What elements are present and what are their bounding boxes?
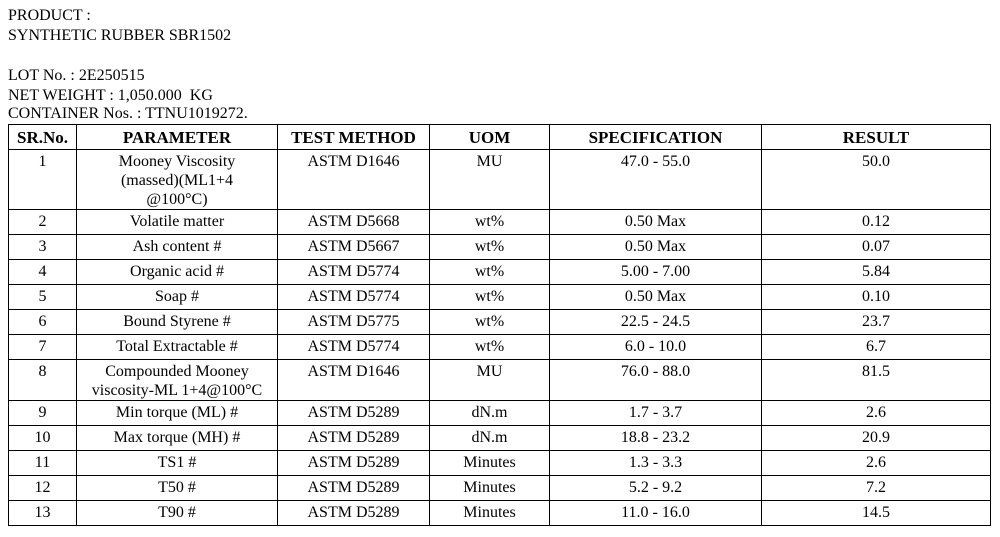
cell-sr-no: 2 — [9, 210, 77, 235]
cell-result: 2.6 — [762, 451, 991, 476]
cell-parameter — [77, 476, 278, 501]
test-results-table — [8, 124, 991, 526]
parameter-line: TS1 # — [157, 454, 197, 471]
cell-parameter — [77, 451, 278, 476]
table-header-row — [9, 125, 991, 150]
col-header-sr-no: SR.No. — [9, 125, 77, 150]
cell-result: 50.0 — [762, 150, 991, 210]
product-name: SYNTHETIC RUBBER SBR1502 — [8, 27, 232, 44]
parameter-line: T90 # — [158, 504, 196, 521]
cell-parameter — [77, 335, 278, 360]
parameter-line: Max torque (MH) # — [113, 429, 241, 446]
cell-parameter — [77, 210, 278, 235]
cell-specification: 5.00 - 7.00 — [550, 260, 762, 285]
cell-sr-no: 11 — [9, 451, 77, 476]
cell-parameter — [77, 360, 278, 401]
cell-specification: 0.50 Max — [550, 235, 762, 260]
cell-result: 6.7 — [762, 335, 991, 360]
cell-test-method: ASTM D5668 — [278, 210, 430, 235]
parameter-line: Organic acid # — [130, 263, 224, 280]
cell-result: 7.2 — [762, 476, 991, 501]
cell-parameter — [77, 260, 278, 285]
cell-sr-no: 3 — [9, 235, 77, 260]
cell-result: 81.5 — [762, 360, 991, 401]
cell-test-method: ASTM D1646 — [278, 360, 430, 401]
parameter-line: (massed)(ML1+4 — [120, 172, 234, 189]
table-row — [9, 476, 991, 501]
cell-test-method: ASTM D5774 — [278, 335, 430, 360]
cell-uom: Minutes — [430, 476, 550, 501]
cell-result: 20.9 — [762, 426, 991, 451]
cell-specification: 0.50 Max — [550, 210, 762, 235]
table-row — [9, 285, 991, 310]
cell-specification: 1.3 - 3.3 — [550, 451, 762, 476]
product-header — [8, 6, 231, 106]
container-number: CONTAINER Nos. : TTNU1019272. — [8, 105, 248, 122]
parameter-line: Volatile matter — [129, 213, 225, 230]
cell-sr-no: 10 — [9, 426, 77, 451]
cell-result: 5.84 — [762, 260, 991, 285]
parameter-line: Mooney Viscosity — [118, 153, 236, 170]
table-row — [9, 335, 991, 360]
parameter-line: @100°C) — [146, 191, 208, 208]
cell-sr-no: 13 — [9, 501, 77, 526]
cell-uom: wt% — [430, 335, 550, 360]
cell-test-method: ASTM D5774 — [278, 285, 430, 310]
product-label: PRODUCT : — [8, 7, 91, 24]
cell-specification: 6.0 - 10.0 — [550, 335, 762, 360]
cell-test-method: ASTM D5775 — [278, 310, 430, 335]
table-row — [9, 150, 991, 210]
col-header-test-method: TEST METHOD — [278, 125, 430, 150]
cell-uom: wt% — [430, 210, 550, 235]
cell-test-method: ASTM D5289 — [278, 426, 430, 451]
cell-specification: 76.0 - 88.0 — [550, 360, 762, 401]
cell-parameter — [77, 310, 278, 335]
table-row — [9, 501, 991, 526]
cell-result: 23.7 — [762, 310, 991, 335]
cell-parameter — [77, 285, 278, 310]
cell-sr-no: 6 — [9, 310, 77, 335]
col-header-parameter: PARAMETER — [77, 125, 278, 150]
cell-test-method: ASTM D5289 — [278, 476, 430, 501]
parameter-line: T50 # — [158, 479, 196, 496]
table-row — [9, 260, 991, 285]
col-header-uom: UOM — [430, 125, 550, 150]
cell-test-method: ASTM D1646 — [278, 150, 430, 210]
cell-result: 0.12 — [762, 210, 991, 235]
net-weight: NET WEIGHT : 1,050.000 KG — [8, 87, 213, 104]
cell-specification: 11.0 - 16.0 — [550, 501, 762, 526]
cell-test-method: ASTM D5289 — [278, 501, 430, 526]
cell-result: 0.07 — [762, 235, 991, 260]
cell-uom: dN.m — [430, 426, 550, 451]
parameter-line: Compounded Mooney — [105, 363, 249, 380]
parameter-line: Ash content # — [132, 238, 222, 255]
cell-specification: 22.5 - 24.5 — [550, 310, 762, 335]
cell-sr-no: 12 — [9, 476, 77, 501]
cell-parameter — [77, 235, 278, 260]
col-header-specification: SPECIFICATION — [550, 125, 762, 150]
cell-result: 2.6 — [762, 401, 991, 426]
cell-test-method: ASTM D5667 — [278, 235, 430, 260]
table-row — [9, 235, 991, 260]
cell-parameter — [77, 401, 278, 426]
cell-parameter — [77, 426, 278, 451]
cell-sr-no: 4 — [9, 260, 77, 285]
cell-uom: wt% — [430, 285, 550, 310]
header-spacer — [8, 46, 231, 66]
parameter-line: Bound Styrene # — [123, 313, 231, 330]
cell-specification: 18.8 - 23.2 — [550, 426, 762, 451]
cell-sr-no: 8 — [9, 360, 77, 401]
parameter-line: Min torque (ML) # — [115, 404, 239, 421]
cell-test-method: ASTM D5289 — [278, 401, 430, 426]
cell-result: 14.5 — [762, 501, 991, 526]
table-row — [9, 360, 991, 401]
cell-uom: MU — [430, 360, 550, 401]
parameter-line: viscosity-ML 1+4@100°C — [91, 382, 263, 399]
table-row — [9, 426, 991, 451]
cell-specification: 0.50 Max — [550, 285, 762, 310]
parameter-line: Soap # — [155, 288, 199, 305]
cell-uom: wt% — [430, 310, 550, 335]
cell-uom: Minutes — [430, 501, 550, 526]
cell-sr-no: 7 — [9, 335, 77, 360]
cell-sr-no: 9 — [9, 401, 77, 426]
cell-sr-no: 1 — [9, 150, 77, 210]
cell-uom: dN.m — [430, 401, 550, 426]
lot-number: LOT No. : 2E250515 — [8, 67, 145, 84]
cell-specification: 5.2 - 9.2 — [550, 476, 762, 501]
cell-parameter — [77, 150, 278, 210]
cell-uom: wt% — [430, 235, 550, 260]
cell-uom: Minutes — [430, 451, 550, 476]
col-header-result: RESULT — [762, 125, 991, 150]
parameter-line: Total Extractable # — [116, 338, 238, 355]
cell-uom: MU — [430, 150, 550, 210]
table-row — [9, 401, 991, 426]
table-row — [9, 310, 991, 335]
cell-specification: 47.0 - 55.0 — [550, 150, 762, 210]
table-row — [9, 210, 991, 235]
table-row — [9, 451, 991, 476]
cell-test-method: ASTM D5774 — [278, 260, 430, 285]
cell-test-method: ASTM D5289 — [278, 451, 430, 476]
cell-parameter — [77, 501, 278, 526]
cell-sr-no: 5 — [9, 285, 77, 310]
cell-specification: 1.7 - 3.7 — [550, 401, 762, 426]
cell-result: 0.10 — [762, 285, 991, 310]
cell-uom: wt% — [430, 260, 550, 285]
